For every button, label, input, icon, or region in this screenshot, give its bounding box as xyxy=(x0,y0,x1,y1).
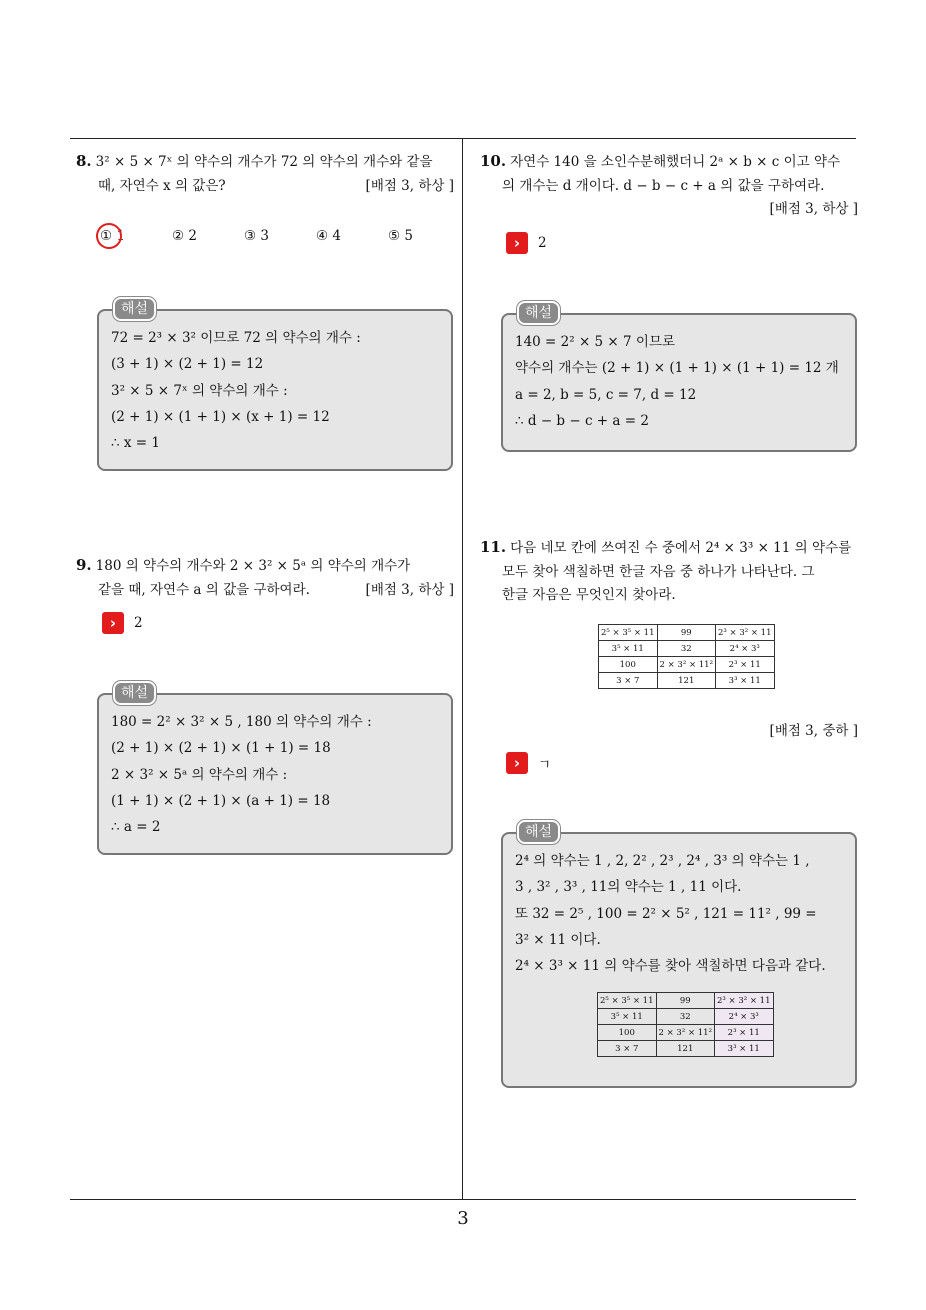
problem-text-line: 때, 자연수 x 의 값은? xyxy=(98,177,226,194)
choice-2[interactable] xyxy=(172,228,244,244)
score-meta: [배점 3, 하상 ] xyxy=(365,581,454,598)
problem-11-meta xyxy=(480,720,858,744)
grid-cell: 99 xyxy=(657,625,716,641)
answer-arrow-icon: › xyxy=(102,612,124,634)
solution-line: 3² × 5 × 7ˣ 의 약수의 개수 : xyxy=(111,382,288,399)
problem-number: 8. xyxy=(76,152,92,170)
top-rule xyxy=(70,138,856,139)
answer-value: 2 xyxy=(134,615,143,631)
solution-line: ∴ a = 2 xyxy=(111,819,161,836)
solution-line: (3 + 1) × (2 + 1) = 12 xyxy=(111,356,264,373)
solution-11-grid xyxy=(597,992,774,1057)
grid-row xyxy=(599,625,775,641)
bottom-rule xyxy=(70,1199,856,1200)
answer-10 xyxy=(506,232,547,254)
solution-line: 72 = 2³ × 3² 이므로 72 의 약수의 개수 : xyxy=(111,330,361,346)
choice-1[interactable] xyxy=(100,228,172,244)
grid-cell: 2⁵ × 3⁵ × 11 xyxy=(599,625,658,641)
solution-line: (1 + 1) × (2 + 1) × (a + 1) = 18 xyxy=(111,792,331,809)
solution-line: 약수의 개수는 (2 + 1) × (1 + 1) × (1 + 1) = 12 개 xyxy=(515,360,839,377)
grid-row xyxy=(599,673,775,689)
score-meta: [배점 3, 하상 ] xyxy=(365,177,454,194)
problem-number: 11. xyxy=(480,538,507,556)
problem-9 xyxy=(76,552,454,602)
problem-text-line: 같을 때, 자연수 a 의 값을 구하여라. xyxy=(98,581,310,598)
choice-3[interactable] xyxy=(244,228,316,244)
choice-label: ⑤ 5 xyxy=(388,228,413,244)
choice-label: ④ 4 xyxy=(316,228,341,244)
problem-text-line: 다음 네모 칸에 쓰여진 수 중에서 2⁴ × 3³ × 11 의 약수를 xyxy=(510,540,852,556)
solution-line: 3 , 3² , 3³ , 11의 약수는 1 , 11 이다. xyxy=(515,879,742,896)
solution-line: ∴ d − b − c + a = 2 xyxy=(515,412,649,429)
solution-line: 180 = 2² × 3² × 5 , 180 의 약수의 개수 : xyxy=(111,714,372,730)
problem-text-line: 3² × 5 × 7ˣ 의 약수의 개수가 72 의 약수의 개수와 같을 xyxy=(95,154,433,170)
choice-4[interactable] xyxy=(316,228,388,244)
choices-8 xyxy=(100,228,460,244)
solution-line: 2⁴ × 3³ × 11 의 약수를 찾아 색칠하면 다음과 같다. xyxy=(515,958,826,975)
solution-tag: 해설 xyxy=(517,301,560,325)
solution-line: 2⁴ 의 약수는 1 , 2, 2² , 2³ , 2⁴ , 3³ 의 약수는 1 , xyxy=(515,853,810,869)
solution-line: a = 2, b = 5, c = 7, d = 12 xyxy=(515,386,697,403)
grid-row xyxy=(598,1009,774,1025)
answer-11 xyxy=(506,752,551,774)
grid-cell: 2³ × 3² × 11 xyxy=(716,625,775,641)
answer-arrow-icon: › xyxy=(506,232,528,254)
score-meta: [배점 3, 중하 ] xyxy=(769,723,858,739)
problem-10 xyxy=(480,148,858,222)
problem-number: 10. xyxy=(480,152,507,170)
grid-cell-shaded: 2³ × 11 xyxy=(715,1025,774,1041)
problem-text-line: 자연수 140 을 소인수분해했더니 2ᵃ × b × c 이고 약수 xyxy=(510,154,841,170)
grid-cell: 2 × 3² × 11² xyxy=(656,1025,715,1041)
grid-cell: 3⁵ × 11 xyxy=(599,641,658,657)
answer-arrow-icon: › xyxy=(506,752,528,774)
grid-cell: 2 × 3² × 11² xyxy=(657,657,716,673)
grid-cell: 2⁵ × 3⁵ × 11 xyxy=(598,993,657,1009)
grid-cell: 100 xyxy=(598,1025,657,1041)
answer-circle-mark xyxy=(94,221,125,252)
solution-box-9 xyxy=(97,685,453,855)
solution-line: 또 32 = 2⁵ , 100 = 2² × 5² , 121 = 11² , 99 = xyxy=(515,905,817,922)
solution-line: (2 + 1) × (1 + 1) × (x + 1) = 12 xyxy=(111,408,330,425)
solution-line: 2 × 3² × 5ᵃ 의 약수의 개수 : xyxy=(111,766,288,783)
grid-cell: 3³ × 11 xyxy=(716,673,775,689)
answer-9 xyxy=(102,612,143,634)
problem-text-line: 한글 자음은 무엇인지 찾아라. xyxy=(502,587,676,604)
problem-text-line: 180 의 약수의 개수와 2 × 3² × 5ᵃ 의 약수의 개수가 xyxy=(95,558,411,574)
choice-5[interactable] xyxy=(388,228,460,244)
score-meta: [배점 3, 하상 ] xyxy=(769,201,858,218)
solution-tag: 해설 xyxy=(113,297,156,321)
grid-cell: 99 xyxy=(656,993,715,1009)
problem-11-grid xyxy=(598,624,775,689)
problem-8 xyxy=(76,148,454,198)
grid-cell-shaded: 2⁴ × 3³ xyxy=(715,1009,774,1025)
grid-cell: 32 xyxy=(657,641,716,657)
grid-cell: 121 xyxy=(656,1041,715,1057)
grid-cell: 3⁵ × 11 xyxy=(598,1009,657,1025)
grid-row xyxy=(598,1041,774,1057)
choice-label: ③ 3 xyxy=(244,228,269,244)
grid-cell: 32 xyxy=(656,1009,715,1025)
grid-row xyxy=(599,641,775,657)
grid-row xyxy=(599,657,775,673)
page-number: 3 xyxy=(457,1208,469,1229)
choice-label: ① 1 xyxy=(100,228,125,244)
answer-value: 2 xyxy=(538,235,547,251)
column-divider xyxy=(462,138,463,1200)
solution-line: (2 + 1) × (2 + 1) × (1 + 1) = 18 xyxy=(111,740,331,757)
choice-label: ② 2 xyxy=(172,228,197,244)
grid-cell: 121 xyxy=(657,673,716,689)
solution-box-8 xyxy=(97,301,453,471)
solution-line: 3² × 11 이다. xyxy=(515,931,601,948)
solution-box-10 xyxy=(501,305,857,452)
grid-cell-shaded: 3³ × 11 xyxy=(715,1041,774,1057)
grid-cell-shaded: 2³ × 3² × 11 xyxy=(715,993,774,1009)
grid-cell: 3 × 7 xyxy=(598,1041,657,1057)
grid-cell: 2³ × 11 xyxy=(716,657,775,673)
problem-text-line: 의 개수는 d 개이다. d − b − c + a 의 값을 구하여라. xyxy=(502,177,825,194)
answer-value: ㄱ xyxy=(538,757,552,773)
problem-11 xyxy=(480,534,858,608)
problem-number: 9. xyxy=(76,556,92,574)
grid-cell: 2⁴ × 3³ xyxy=(716,641,775,657)
solution-line: 140 = 2² × 5 × 7 이므로 xyxy=(515,334,676,350)
grid-cell: 3 × 7 xyxy=(599,673,658,689)
grid-row xyxy=(598,1025,774,1041)
problem-text-line: 모두 찾아 색칠하면 한글 자음 중 하나가 나타난다. 그 xyxy=(502,563,815,580)
solution-tag: 해설 xyxy=(517,820,560,844)
solution-line: ∴ x = 1 xyxy=(111,435,160,452)
solution-tag: 해설 xyxy=(113,681,156,705)
grid-row xyxy=(598,993,774,1009)
grid-cell: 100 xyxy=(599,657,658,673)
